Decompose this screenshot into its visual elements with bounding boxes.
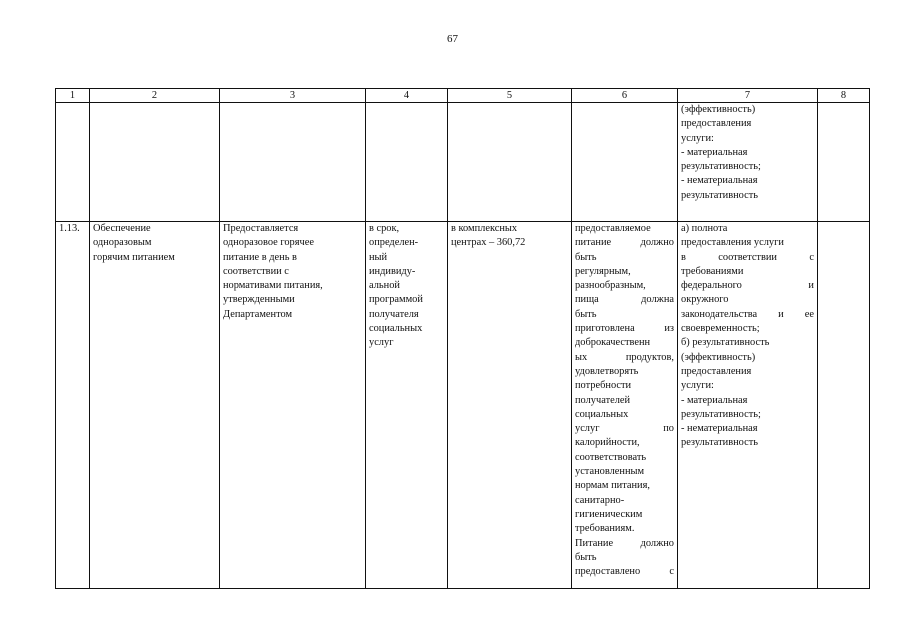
conditions-line: доброкачественн [575,337,651,349]
header-cell-2: 2 [90,89,220,103]
table-row-1-13 [56,222,870,589]
conditions-line: предоставляемое [575,223,651,234]
criteria-line: окружного [681,294,729,306]
criteria-line: законодательства и ее [681,308,814,320]
conditions-line: разнообразным, [575,280,646,292]
conditions-line: санитарно- [575,494,625,506]
cont-cell-4 [366,103,448,222]
header-cell-7: 7 [678,89,818,103]
conditions-line: требованиям. [575,523,635,535]
conditions-line: установленным [575,466,645,478]
service-tariff: в комплексных центрах – 360,72 [451,223,526,249]
conditions-line: предоставлено с [575,566,674,578]
conditions-line: быть [575,551,597,563]
header-cell-4: 4 [366,89,448,103]
header-cell-8: 8 [818,89,870,103]
cont-cell-1 [56,103,90,222]
criteria-line: предоставления услуги [681,237,784,249]
service-description-cell [220,222,366,589]
criteria-line: б) результативность [681,337,770,349]
conditions-line: получателей [575,394,631,406]
conditions-line: регулярным, [575,265,631,277]
quality-criteria [681,222,814,451]
quality-criteria-cell [678,222,818,589]
service-conditions-cell [572,222,678,589]
criteria-line: федерального и [681,280,814,292]
cont-cell-3 [220,103,366,222]
conditions-line: потребности [575,380,632,392]
row-number-cell [56,222,90,589]
services-table [55,88,870,589]
conditions-line: приготовлена из [575,323,674,335]
criteria-line: - материальная [681,394,748,406]
header-cell-3: 3 [220,89,366,103]
conditions-line: социальных [575,408,629,420]
criteria-line: требованиями [681,265,744,277]
conditions-line: быть [575,251,597,263]
conditions-line: соответствовать [575,451,647,463]
cont-cell-6 [572,103,678,222]
cont-cell-7 [678,103,818,222]
conditions-line: гигиеническим [575,508,643,520]
service-description: Предоставляется одноразовое горячее питание в день в соответствии с нормативами питания, утвержденными Департаментом [223,223,323,320]
conditions-line: Питание должно [575,537,674,549]
page-number: 67 [447,33,458,45]
service-conditions [575,222,674,579]
conditions-line: калорийности, [575,437,640,449]
conditions-line: пища должна [575,294,674,306]
conditions-line: ых продуктов, [575,351,674,363]
header-cell-6: 6 [572,89,678,103]
conditions-line: быть [575,308,597,320]
service-name-cell [90,222,220,589]
header-cell-1: 1 [56,89,90,103]
row-number: 1.13. [59,223,80,234]
cont-cell-8 [818,103,870,222]
criteria-line: в соответствии с [681,251,814,263]
conditions-line: услуг по [575,423,674,435]
service-term-cell [366,222,448,589]
header-row [56,89,870,103]
criteria-line: результативность; [681,408,761,420]
criteria-line: - нематериальная [681,423,758,435]
service-term: в срок, определен- ный индивиду- альной программой получателя социальных услуг [369,223,423,349]
header-cell-5: 5 [448,89,572,103]
notes-cell [818,222,870,589]
cont-quality-criteria: (эффективность) предоставления услуги: - материальная результативность; - нематериальная результативность [681,104,761,201]
continuation-row [56,103,870,222]
conditions-line: питание должно [575,237,674,249]
criteria-line: своевременность; [681,323,760,335]
service-tariff-cell [448,222,572,589]
service-name: Обеспечение одноразовым горячим питанием [93,223,175,263]
criteria-line: услуги: [681,380,714,392]
conditions-line: нормам питания, [575,480,650,492]
criteria-line: предоставления [681,365,752,377]
conditions-line: удовлетворять [575,365,639,377]
cont-cell-2 [90,103,220,222]
criteria-line: (эффективность) [681,351,756,363]
cont-cell-5 [448,103,572,222]
criteria-line: а) полнота [681,223,728,234]
criteria-line: результативность [681,437,759,449]
